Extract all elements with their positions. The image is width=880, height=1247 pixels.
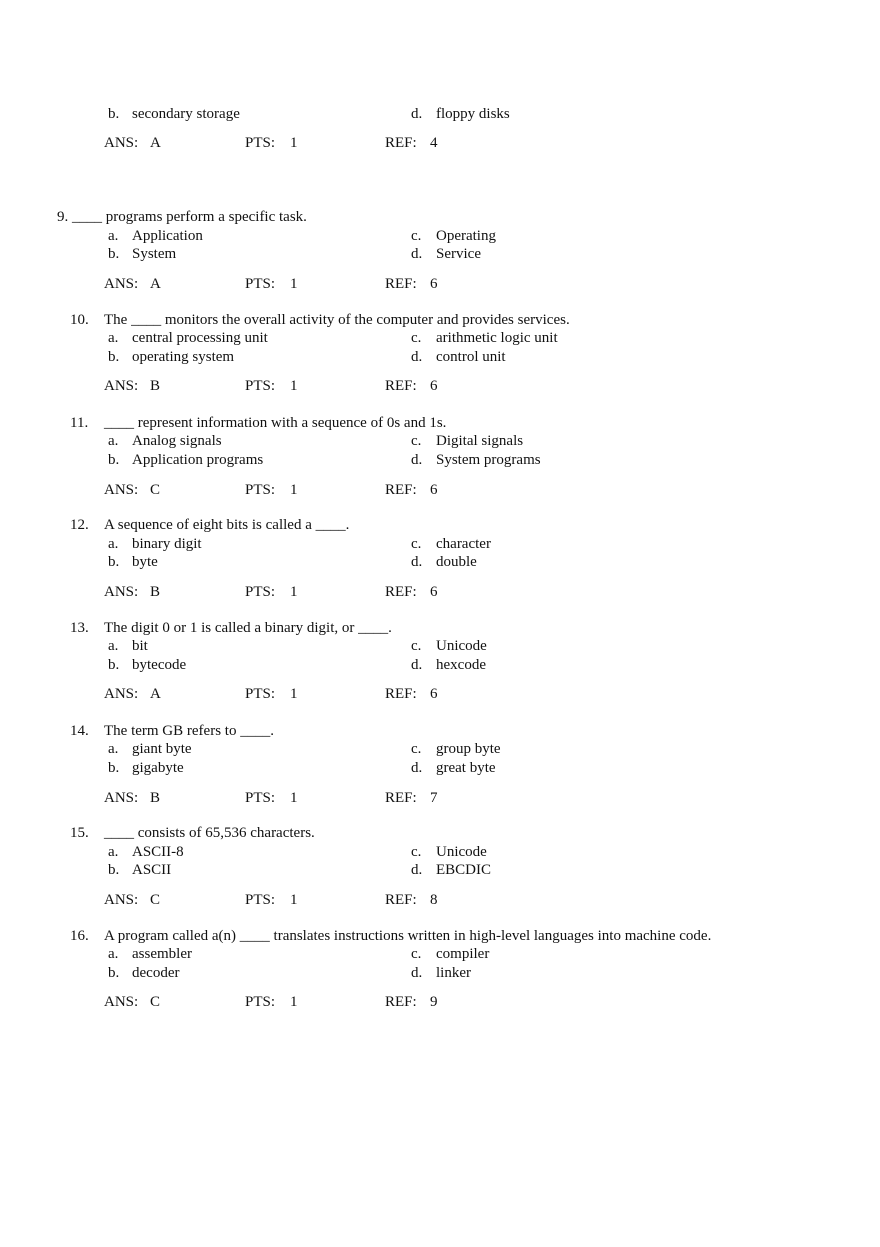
ans-label: ANS:	[104, 892, 139, 908]
option-letter: d.	[411, 554, 423, 570]
option-text: System programs	[436, 452, 541, 468]
option-letter: d.	[411, 965, 423, 981]
ref-label: REF:	[385, 686, 417, 702]
option-text: great byte	[436, 760, 496, 776]
ref-value: 6	[430, 482, 438, 498]
pts-label: PTS:	[245, 686, 276, 702]
question-number: 15.	[70, 825, 89, 841]
option-letter: d.	[411, 862, 423, 878]
option-letter: d.	[411, 246, 423, 262]
option-letter: b.	[108, 452, 120, 468]
option-text: Unicode	[436, 844, 487, 860]
ref-label: REF:	[385, 276, 417, 292]
question-stem: The ____ monitors the overall activity of the computer and provides services.	[104, 312, 570, 328]
option-text: compiler	[436, 946, 490, 962]
ref-value: 9	[430, 994, 438, 1010]
option-letter: c.	[411, 741, 422, 757]
option-text: hexcode	[436, 657, 486, 673]
pts-label: PTS:	[245, 790, 276, 806]
ref-label: REF:	[385, 892, 417, 908]
ref-label: REF:	[385, 790, 417, 806]
option-letter: b.	[108, 106, 120, 122]
question-number: 14.	[70, 723, 89, 739]
option-text: group byte	[436, 741, 501, 757]
pts-label: PTS:	[245, 276, 276, 292]
ref-label: REF:	[385, 378, 417, 394]
option-text: Application programs	[132, 452, 264, 468]
question-stem: ____ consists of 65,536 characters.	[104, 825, 315, 841]
option-letter: a.	[108, 433, 119, 449]
ref-value: 6	[430, 378, 438, 394]
ans-value: C	[150, 892, 161, 908]
option-text: double	[436, 554, 477, 570]
ans-label: ANS:	[104, 686, 139, 702]
ans-value: B	[150, 378, 161, 394]
option-text: secondary storage	[132, 106, 240, 122]
option-text: Unicode	[436, 638, 487, 654]
option-text: linker	[436, 965, 471, 981]
option-letter: a.	[108, 536, 119, 552]
question-stem: The term GB refers to ____.	[104, 723, 274, 739]
ref-value: 7	[430, 790, 438, 806]
option-letter: a.	[108, 741, 119, 757]
question-number: 11.	[70, 415, 89, 431]
option-letter: c.	[411, 638, 422, 654]
option-letter: a.	[108, 638, 119, 654]
ref-value: 6	[430, 584, 438, 600]
option-letter: b.	[108, 965, 120, 981]
ref-value: 4	[430, 135, 438, 151]
ans-label: ANS:	[104, 276, 139, 292]
pts-value: 1	[290, 482, 298, 498]
option-text: decoder	[132, 965, 180, 981]
option-letter: c.	[411, 330, 422, 346]
question-number: 16.	[70, 928, 89, 944]
ref-label: REF:	[385, 135, 417, 151]
ans-label: ANS:	[104, 378, 139, 394]
option-text: control unit	[436, 349, 506, 365]
option-text: System	[132, 246, 177, 262]
question-stem: The digit 0 or 1 is called a binary digit, or ____.	[104, 620, 392, 636]
option-text: central processing unit	[132, 330, 268, 346]
question-stem: ____ programs perform a specific task.	[72, 209, 307, 225]
ans-label: ANS:	[104, 482, 139, 498]
option-letter: b.	[108, 246, 120, 262]
question-number: 13.	[70, 620, 89, 636]
option-letter: c.	[411, 844, 422, 860]
pts-value: 1	[290, 892, 298, 908]
option-letter: c.	[411, 946, 422, 962]
option-text: ASCII	[132, 862, 172, 878]
option-text: Operating	[436, 228, 496, 244]
option-text: byte	[132, 554, 158, 570]
pts-value: 1	[290, 378, 298, 394]
option-text: operating system	[132, 349, 235, 365]
option-letter: d.	[411, 657, 423, 673]
pts-value: 1	[290, 135, 298, 151]
question-stem: ____ represent information with a sequence of 0s and 1s.	[104, 415, 447, 431]
option-text: gigabyte	[132, 760, 184, 776]
option-text: arithmetic logic unit	[436, 330, 558, 346]
option-letter: c.	[411, 536, 422, 552]
ans-label: ANS:	[104, 994, 139, 1010]
option-letter: a.	[108, 330, 119, 346]
option-text: Digital signals	[436, 433, 524, 449]
ans-value: A	[150, 135, 161, 151]
pts-label: PTS:	[245, 994, 276, 1010]
option-text: bit	[132, 638, 148, 654]
ans-value: A	[150, 276, 161, 292]
option-letter: c.	[411, 433, 422, 449]
ref-label: REF:	[385, 482, 417, 498]
pts-value: 1	[290, 584, 298, 600]
ref-label: REF:	[385, 994, 417, 1010]
question-number: 10.	[70, 312, 89, 328]
pts-label: PTS:	[245, 135, 276, 151]
ans-value: A	[150, 686, 161, 702]
option-text: giant byte	[132, 741, 192, 757]
option-letter: d.	[411, 760, 423, 776]
pts-label: PTS:	[245, 584, 276, 600]
pts-value: 1	[290, 994, 298, 1010]
option-letter: c.	[411, 228, 422, 244]
pts-value: 1	[290, 276, 298, 292]
option-letter: b.	[108, 554, 120, 570]
question-stem: A program called a(n) ____ translates instructions written in high-level languages into machine code.	[104, 928, 712, 944]
pts-label: PTS:	[245, 482, 276, 498]
pts-label: PTS:	[245, 378, 276, 394]
ans-label: ANS:	[104, 790, 139, 806]
option-letter: b.	[108, 760, 120, 776]
ref-value: 6	[430, 276, 438, 292]
ans-value: B	[150, 584, 161, 600]
option-text: bytecode	[132, 657, 187, 673]
option-letter: a.	[108, 844, 119, 860]
question-stem: A sequence of eight bits is called a ____.	[104, 517, 350, 533]
ans-value: C	[150, 482, 161, 498]
ans-label: ANS:	[104, 135, 139, 151]
option-letter: b.	[108, 349, 120, 365]
pts-value: 1	[290, 686, 298, 702]
option-letter: b.	[108, 657, 120, 673]
ref-value: 6	[430, 686, 438, 702]
pts-label: PTS:	[245, 892, 276, 908]
option-letter: a.	[108, 228, 119, 244]
option-text: Service	[436, 246, 481, 262]
ref-value: 8	[430, 892, 438, 908]
option-text: EBCDIC	[436, 862, 492, 878]
question-number: 12.	[70, 517, 89, 533]
pts-value: 1	[290, 790, 298, 806]
ans-value: C	[150, 994, 161, 1010]
option-letter: b.	[108, 862, 120, 878]
option-text: Analog signals	[132, 433, 222, 449]
option-text: assembler	[132, 946, 192, 962]
option-letter: a.	[108, 946, 119, 962]
option-text: floppy disks	[436, 106, 510, 122]
option-letter: d.	[411, 349, 423, 365]
question-number: 9.	[57, 209, 69, 225]
option-text: ASCII-8	[132, 844, 184, 860]
option-letter: d.	[411, 452, 423, 468]
option-text: character	[436, 536, 491, 552]
option-text: binary digit	[132, 536, 202, 552]
ans-value: B	[150, 790, 161, 806]
ref-label: REF:	[385, 584, 417, 600]
option-text: Application	[132, 228, 203, 244]
ans-label: ANS:	[104, 584, 139, 600]
option-letter: d.	[411, 106, 423, 122]
